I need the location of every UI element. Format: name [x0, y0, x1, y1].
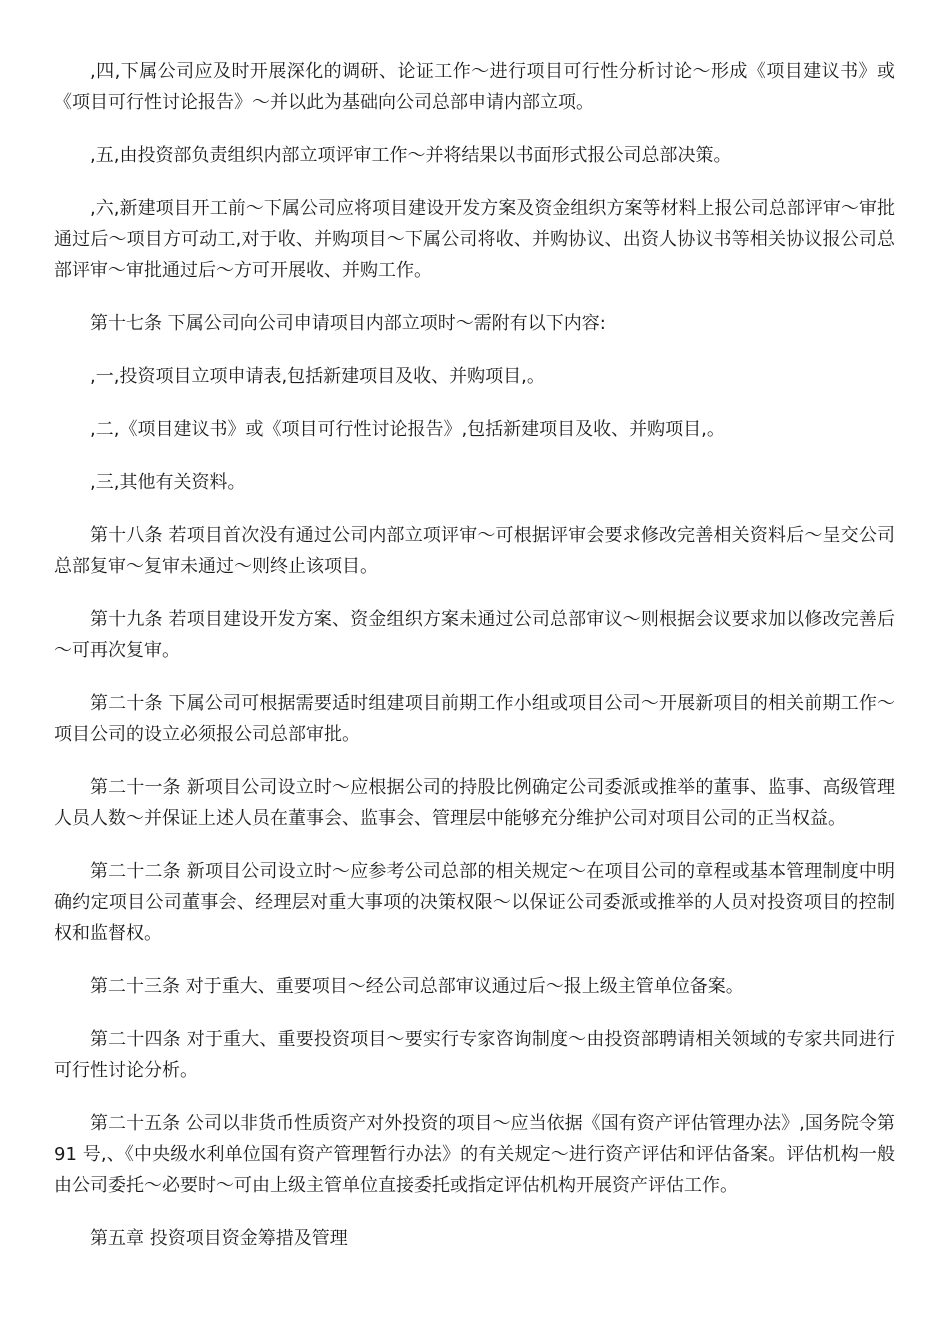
article-17-item-2: ,二,《项目建议书》或《项目可行性讨论报告》,包括新建项目及收、并购项目,。 — [90, 419, 725, 440]
article-21: 第二十一条 新项目公司设立时～应根据公司的持股比例确定公司委派或推举的董事、监事、高级管理人员人数～并保证上述人员在董事会、监事会、管理层中能够充分维护公司对项目公司的正当权益。 — [54, 777, 895, 829]
paragraph-item-6-construction: ,六,新建项目开工前～下属公司应将项目建设开发方案及资金组织方案等材料上报公司总部评审～审批通过后～项目方可动工,对于收、并购项目～下属公司将收、并购协议、出资人协议书等相关协议报公司总部评审～审批通过后～方可开展收、并购工作。 — [54, 198, 895, 281]
paragraph-item-5-review: ,五,由投资部负责组织内部立项评审工作～并将结果以书面形式报公司总部决策。 — [90, 145, 732, 166]
chapter-5-heading: 第五章 投资项目资金筹措及管理 — [90, 1228, 348, 1249]
article-19: 第十九条 若项目建设开发方案、资金组织方案未通过公司总部审议～则根据会议要求加以修改完善后～可再次复审。 — [54, 609, 895, 661]
article-17-item-3: ,三,其他有关资料。 — [90, 472, 246, 493]
article-17: 第十七条 下属公司向公司申请项目内部立项时～需附有以下内容: — [90, 313, 606, 334]
article-22: 第二十二条 新项目公司设立时～应参考公司总部的相关规定～在项目公司的章程或基本管理制度中明确约定项目公司董事会、经理层对重大事项的决策权限～以保证公司委派或推举的人员对投资项目的控制权和监督权。 — [54, 861, 895, 944]
article-17-item-1: ,一,投资项目立项申请表,包括新建项目及收、并购项目,。 — [90, 366, 545, 387]
article-25: 第二十五条 公司以非货币性质资产对外投资的项目～应当依据《国有资产评估管理办法》,国务院令第 91 号,、《中央级水利单位国有资产管理暂行办法》的有关规定～进行资产评估和评估备案。评估机构一般由公司委托～必要时～可由上级主管单位直接委托或指定评估机构开展资产评估工作。 — [54, 1113, 895, 1196]
article-24: 第二十四条 对于重大、重要投资项目～要实行专家咨询制度～由投资部聘请相关领域的专家共同进行可行性讨论分析。 — [54, 1029, 895, 1081]
article-18: 第十八条 若项目首次没有通过公司内部立项评审～可根据评审会要求修改完善相关资料后～呈交公司总部复审～复审未通过～则终止该项目。 — [54, 525, 895, 577]
article-23: 第二十三条 对于重大、重要项目～经公司总部审议通过后～报上级主管单位备案。 — [90, 976, 744, 997]
paragraph-item-4-research: ,四,下属公司应及时开展深化的调研、论证工作～进行项目可行性分析讨论～形成《项目建议书》或《项目可行性讨论报告》～并以此为基础向公司总部申请内部立项。 — [54, 61, 895, 113]
article-20: 第二十条 下属公司可根据需要适时组建项目前期工作小组或项目公司～开展新项目的相关前期工作～项目公司的设立必须报公司总部审批。 — [54, 693, 895, 745]
